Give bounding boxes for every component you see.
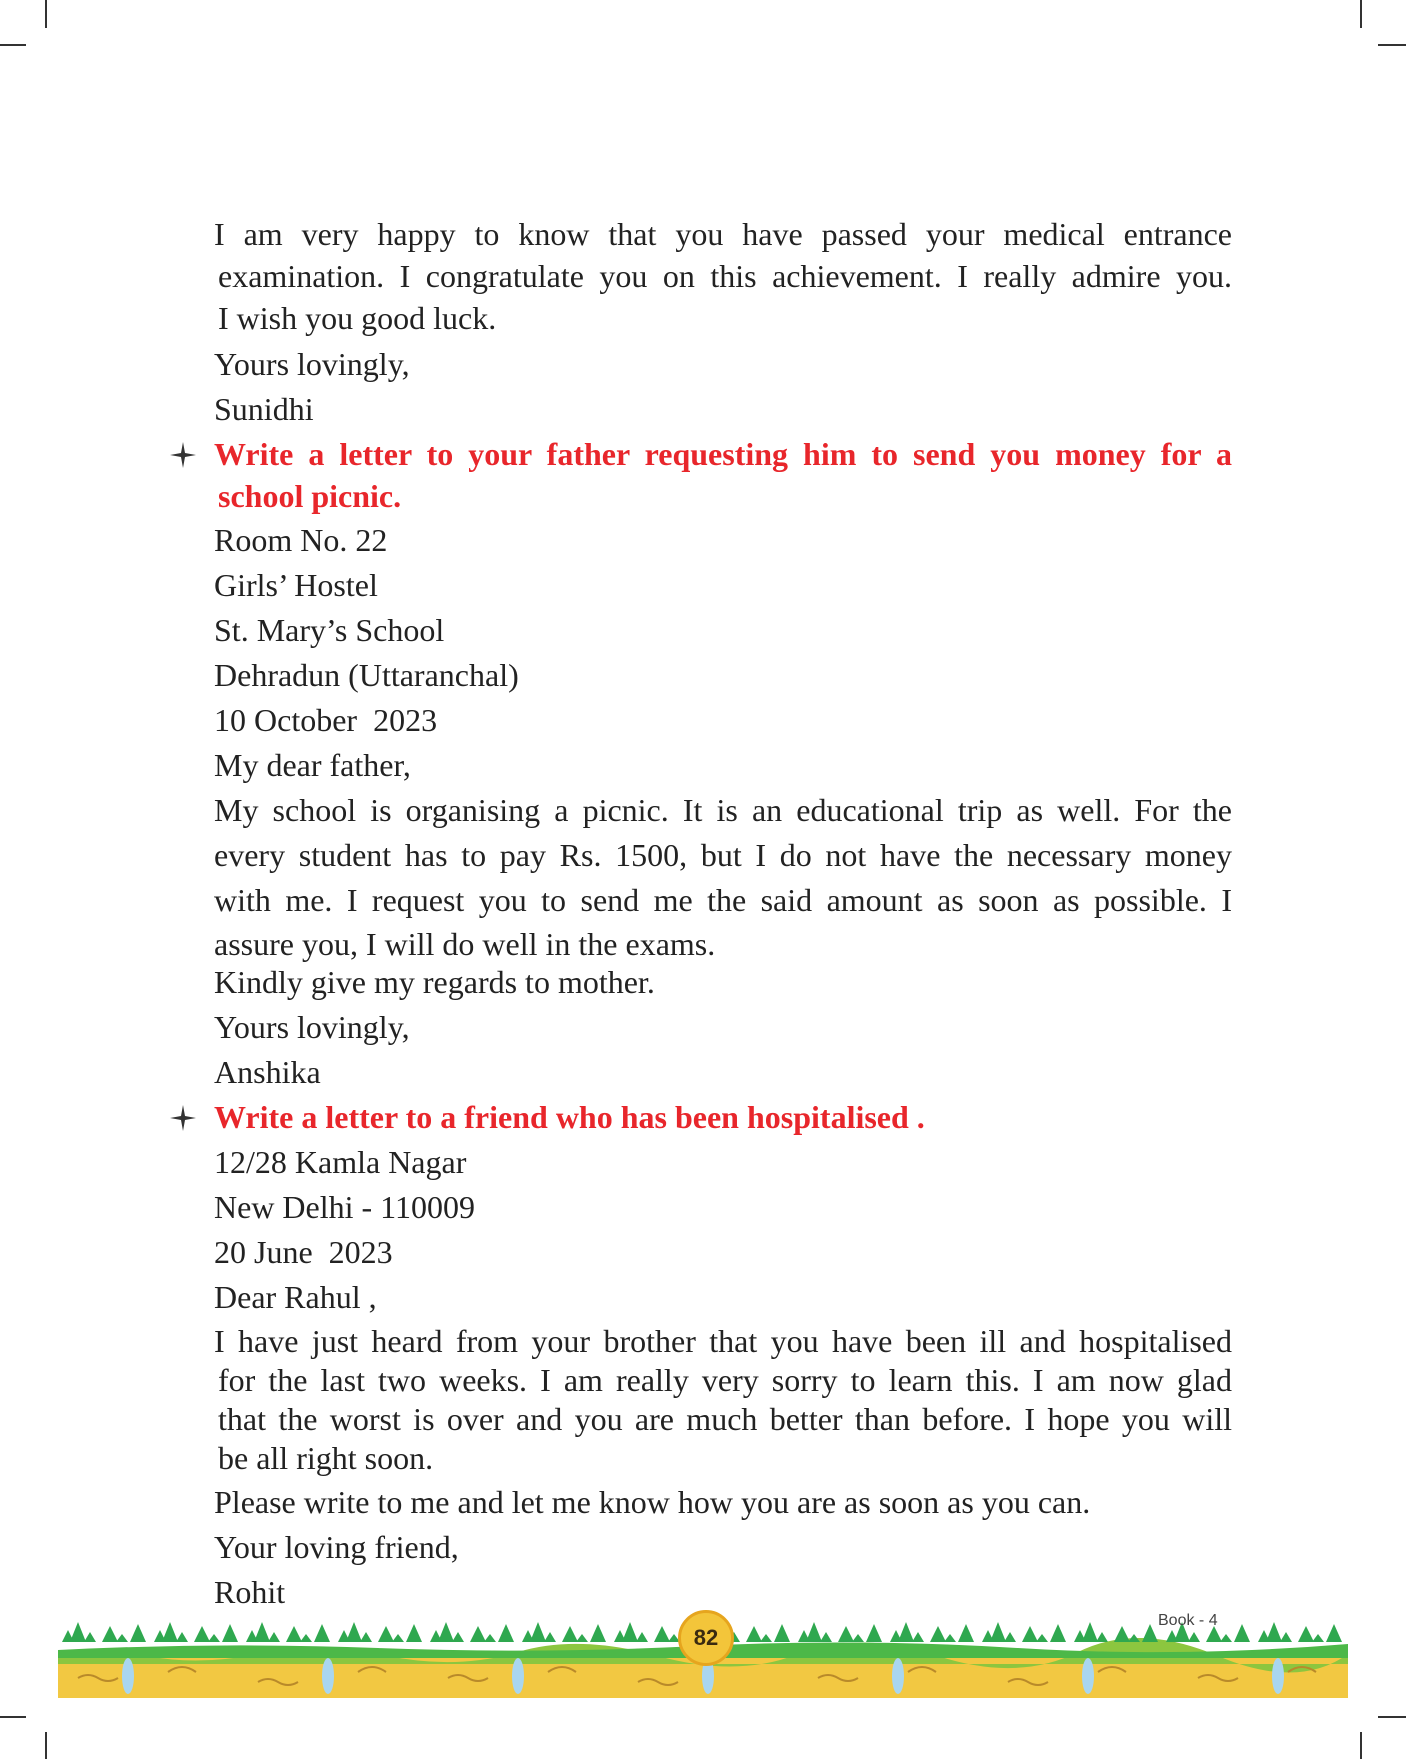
address-line: Dehradun (Uttaranchal) [214,657,519,693]
exercise-heading: Write a letter to your father requesting him to send you money for a [214,436,1232,472]
address-line: Room No. 22 [214,522,388,558]
address-line: 12/28 Kamla Nagar [214,1144,467,1180]
closing: Your loving friend, [214,1529,459,1565]
paragraph-line: I wish you good luck. [218,300,497,336]
crop-mark [45,0,47,28]
paragraph-line: be all right soon. [218,1440,434,1476]
address-line: Girls’ Hostel [214,567,378,603]
paragraph-line: Please write to me and let me know how you are as soon as you can. [214,1484,1091,1520]
paragraph-line: I am very happy to know that you have passed your medical entrance [214,216,1232,252]
paragraph-line: examination. I congratulate you on this achievement. I really admire you. [218,258,1232,294]
crop-mark [1360,0,1362,28]
closing: Yours lovingly, [214,346,410,382]
crop-mark [1378,44,1406,46]
paragraph-line: with me. I request you to send me the said amount as soon as possible. I [214,882,1232,918]
exercise-heading: Write a letter to a friend who has been hospitalised . [214,1099,925,1135]
closing: Yours lovingly, [214,1009,410,1045]
paragraph-line: I have just heard from your brother that you have been ill and hospitalised [214,1323,1232,1359]
paragraph-line: Kindly give my regards to mother. [214,964,655,1000]
letter-date: 20 June 2023 [214,1234,393,1270]
paragraph-line: every student has to pay Rs. 1500, but I do not have the necessary money [214,837,1232,873]
salutation: My dear father, [214,747,411,783]
page-number: 82 [678,1610,734,1666]
salutation: Dear Rahul , [214,1279,377,1315]
crop-mark [1378,1716,1406,1718]
crop-mark [0,44,26,46]
signature: Rohit [214,1574,286,1610]
exercise-heading: school picnic. [218,478,402,514]
four-point-star-icon [168,440,198,470]
book-label: Book - 4 [1158,1612,1218,1629]
paragraph-line: My school is organising a picnic. It is an educational trip as well. For the [214,792,1232,828]
letter-date: 10 October 2023 [214,702,438,738]
paragraph-line: that the worst is over and you are much better than before. I hope you will [218,1401,1232,1437]
crop-mark [45,1732,47,1759]
crop-mark [0,1716,26,1718]
crop-mark [1360,1732,1362,1759]
signature: Anshika [214,1054,321,1090]
signature: Sunidhi [214,391,314,427]
address-line: New Delhi - 110009 [214,1189,475,1225]
four-point-star-icon [168,1103,198,1133]
paragraph-line: assure you, I will do well in the exams. [214,926,716,962]
address-line: St. Mary’s School [214,612,445,648]
paragraph-line: for the last two weeks. I am really very sorry to learn this. I am now glad [218,1362,1232,1398]
